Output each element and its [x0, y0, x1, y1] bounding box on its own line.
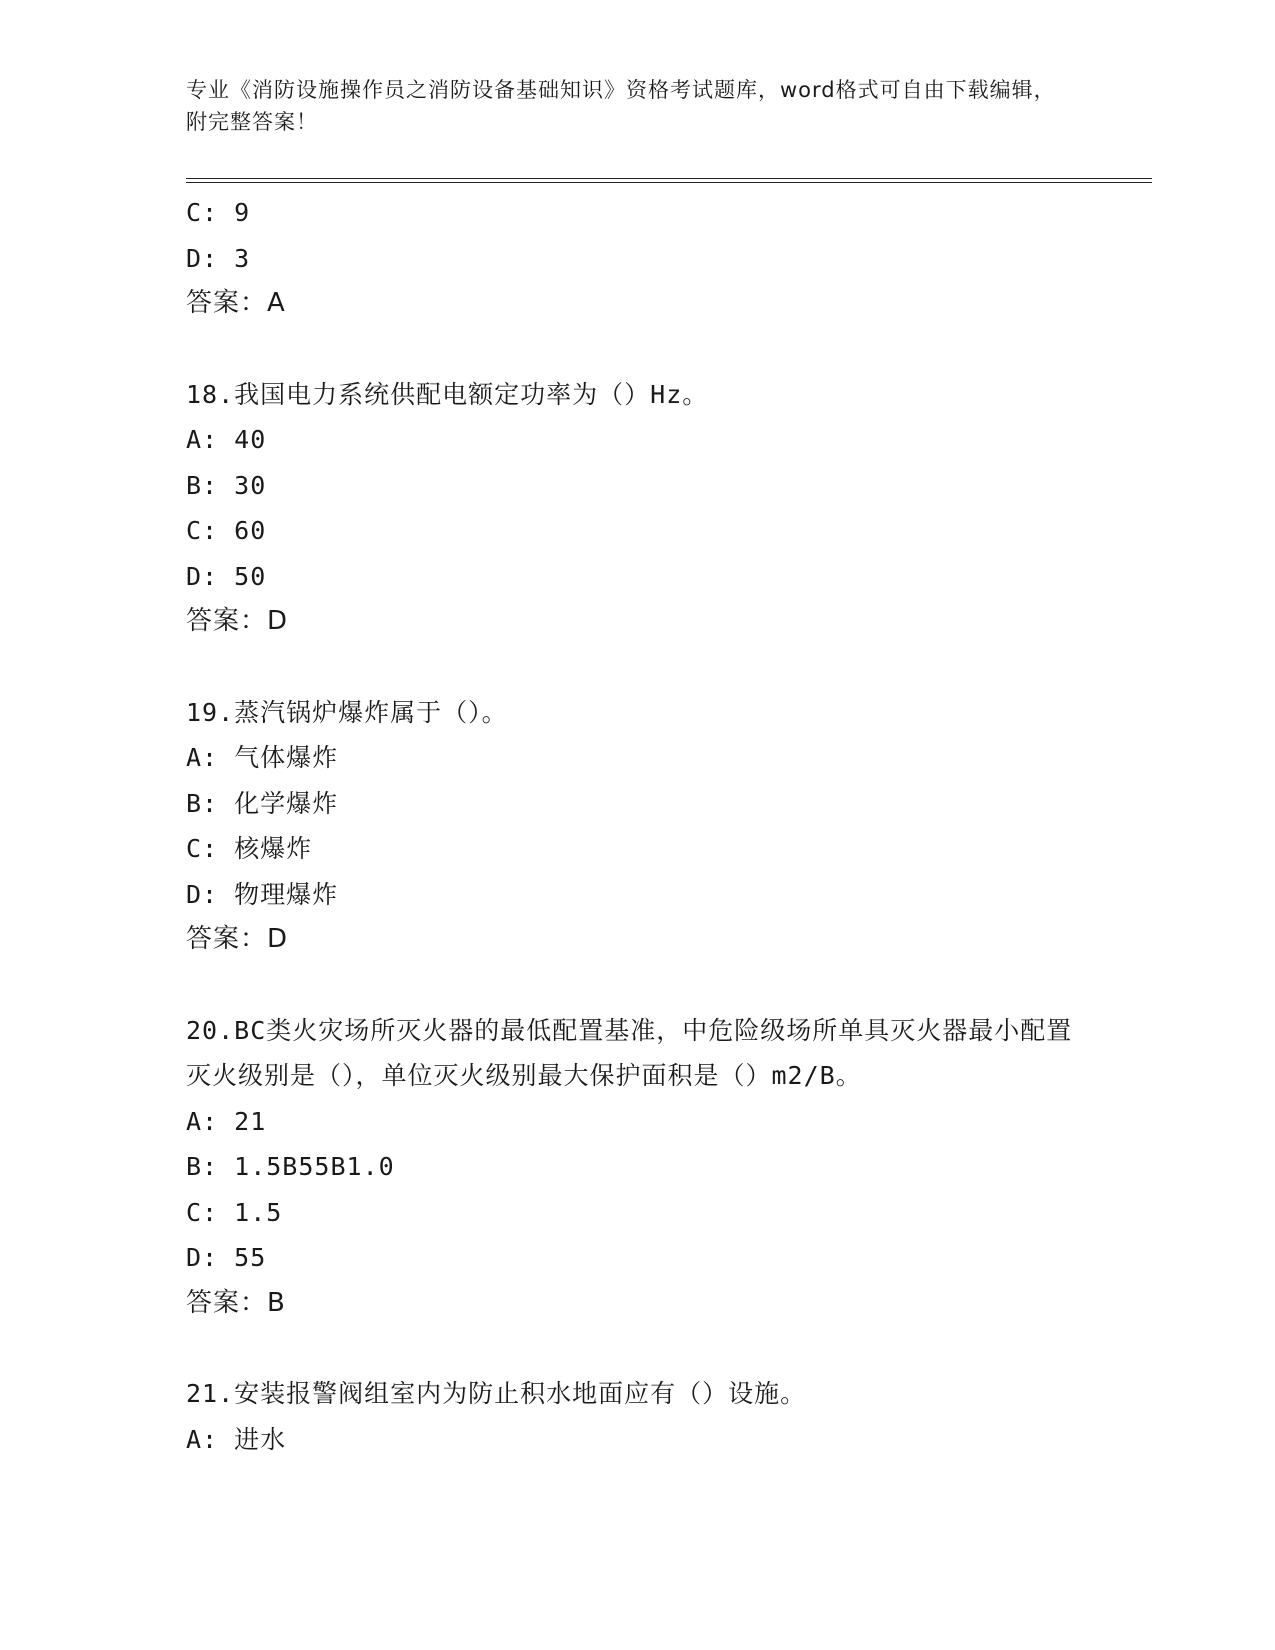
header-divider [186, 178, 1152, 183]
question-18 [186, 372, 1146, 645]
option-b: B: 30 [186, 470, 267, 500]
option-d: D: 55 [186, 1243, 267, 1272]
answer: 答案：D [186, 924, 289, 954]
question-19 [186, 690, 1146, 963]
answer: 答案：D [186, 606, 289, 636]
option-a: A: 21 [186, 1106, 267, 1136]
question-stem: 21.安装报警阀组室内为防止积水地面应有（）设施。 [186, 1379, 807, 1408]
answer: 答案：B [186, 1287, 286, 1318]
option-d: D: 50 [186, 561, 267, 591]
option-a: A: 气体爆炸 [186, 743, 339, 772]
option-c: C: 9 [186, 198, 251, 227]
question-list [186, 190, 1146, 1462]
carryover-question [186, 190, 1146, 327]
question-stem: 19.蒸汽锅炉爆炸属于（）。 [186, 697, 508, 727]
option-a: A: 进水 [186, 1424, 287, 1454]
option-c: C: 60 [186, 516, 267, 545]
option-d: D: 物理爆炸 [186, 879, 339, 909]
option-d: D: 3 [186, 243, 251, 273]
option-c: C: 核爆炸 [186, 834, 313, 863]
question-stem: 20.BC类火灾场所灭火器的最低配置基准，中危险级场所单具灭火器最小配置灭火级别是（），单位灭火级别最大保护面积是（）m2/B。 [186, 1015, 1073, 1090]
option-b: B: 1.5B55B1.0 [186, 1152, 395, 1181]
answer: 答案：A [186, 288, 286, 318]
question-21 [186, 1371, 1146, 1462]
option-b: B: 化学爆炸 [186, 788, 339, 818]
question-stem: 18.我国电力系统供配电额定功率为（）Hz。 [186, 379, 709, 409]
option-a: A: 40 [186, 425, 267, 454]
question-20 [186, 1008, 1146, 1327]
page-header: 专业《消防设施操作员之消防设备基础知识》资格考试题库，word格式可自由下载编辑，附完整答案！ [186, 78, 1056, 134]
option-c: C: 1.5 [186, 1197, 283, 1227]
